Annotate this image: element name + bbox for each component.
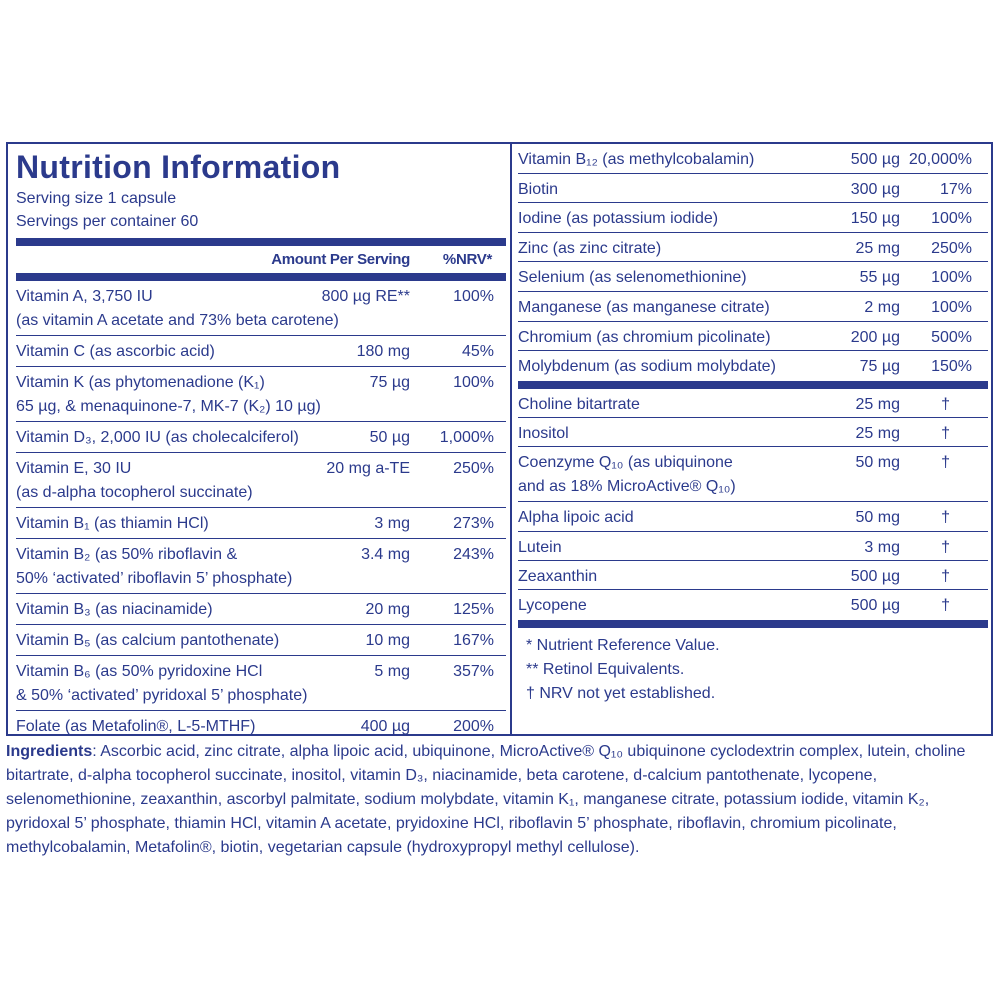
header-top-bar <box>16 238 506 246</box>
nutrient-detail: (as vitamin A acetate and 73% beta carotene) <box>16 312 339 329</box>
nutrient-amount: 3 mg <box>374 515 410 532</box>
right-rows-2 <box>518 389 988 620</box>
nutrient-nrv: 500% <box>931 328 972 346</box>
nutrient-amount: 10 mg <box>365 632 410 649</box>
nutrient-name: Iodine (as potassium iodide) <box>518 210 719 228</box>
nutrient-nrv: 273% <box>453 515 494 532</box>
right-mid-bar <box>518 381 988 389</box>
nutrient-amount: 50 mg <box>855 454 900 472</box>
nutrient-nrv: † <box>941 395 950 413</box>
nutrient-nrv: 200% <box>453 718 494 735</box>
table-row <box>16 594 506 625</box>
nutrient-name: Choline bitartrate <box>518 395 640 413</box>
nutrient-amount: 200 µg <box>850 328 900 346</box>
nutrient-name: Vitamin A, 3,750 IU <box>16 288 153 305</box>
table-row <box>518 502 988 531</box>
nutrient-name: Coenzyme Q₁₀ (as ubiquinone <box>518 454 733 472</box>
nutrient-nrv: 100% <box>931 210 972 228</box>
nutrient-amount: 5 mg <box>374 663 410 680</box>
nutrient-amount: 55 µg <box>859 269 900 287</box>
nutrient-name: Lycopene <box>518 597 587 615</box>
nutrient-name: Vitamin C (as ascorbic acid) <box>16 343 215 360</box>
table-row <box>518 203 988 233</box>
nutrient-name: Vitamin B₁ (as thiamin HCl) <box>16 515 209 532</box>
nutrient-nrv: 100% <box>931 269 972 287</box>
table-row <box>16 422 506 453</box>
nutrient-name: Vitamin K (as phytomenadione (K₁) <box>16 374 265 391</box>
nutrient-amount: 20 mg <box>365 601 410 618</box>
nutrient-name: Lutein <box>518 538 562 556</box>
nutrient-name: Vitamin E, 30 IU <box>16 460 132 477</box>
nutrient-nrv: † <box>941 509 950 527</box>
nutrient-name: Vitamin B₁₂ (as methylcobalamin) <box>518 151 755 168</box>
nutrient-name: Alpha lipoic acid <box>518 509 634 527</box>
servings-per-container: Servings per container 60 <box>16 213 199 230</box>
nutrient-nrv: 100% <box>453 288 494 305</box>
nutrient-amount: 2 mg <box>864 298 900 316</box>
nutrient-name: Inositol <box>518 425 569 443</box>
nutrient-nrv: † <box>941 454 950 472</box>
nutrient-amount: 800 µg RE** <box>321 288 410 305</box>
nutrient-amount: 3.4 mg <box>361 546 410 563</box>
nutrient-name: Folate (as Metafolin®, L-5-MTHF) <box>16 718 256 735</box>
nutrient-name: Vitamin B₃ (as niacinamide) <box>16 601 213 618</box>
header-bottom-bar <box>16 273 506 281</box>
nutrient-detail: & 50% ‘activated’ pyridoxal 5’ phosphate) <box>16 687 308 704</box>
right-column <box>518 144 988 706</box>
nutrient-nrv: 150% <box>931 358 972 376</box>
ingredients-label: Ingredients <box>6 743 93 760</box>
nutrient-detail: (as d-alpha tocopherol succinate) <box>16 484 253 501</box>
nutrient-nrv: † <box>941 597 950 615</box>
nutrient-amount: 75 µg <box>369 374 410 391</box>
nutrient-name: Zeaxanthin <box>518 567 598 585</box>
nutrient-name: Selenium (as selenomethionine) <box>518 269 747 287</box>
table-row <box>518 447 988 502</box>
nutrient-amount: 25 mg <box>855 425 900 443</box>
nutrient-nrv: 20,000% <box>908 151 972 168</box>
table-row <box>518 262 988 292</box>
table-row <box>16 711 506 742</box>
column-divider <box>510 144 512 734</box>
nutrient-nrv: 250% <box>453 460 494 477</box>
ingredients <box>6 740 996 860</box>
table-row <box>518 418 988 447</box>
table-row <box>518 389 988 418</box>
nutrient-detail: and as 18% MicroActive® Q₁₀) <box>518 478 736 496</box>
nutrient-nrv: 1,000% <box>439 429 494 446</box>
table-row <box>518 351 988 381</box>
left-rows <box>16 281 506 742</box>
table-row <box>16 453 506 508</box>
nutrient-amount: 180 mg <box>356 343 410 360</box>
nutrient-amount: 300 µg <box>850 180 900 198</box>
table-row <box>518 590 988 619</box>
table-row <box>518 144 988 174</box>
table-row <box>16 367 506 422</box>
table-row <box>518 322 988 352</box>
nutrient-name: Molybdenum (as sodium molybdate) <box>518 358 776 376</box>
nutrient-name: Vitamin B₆ (as 50% pyridoxine HCl <box>16 663 263 680</box>
table-row <box>518 233 988 263</box>
header-nrv: %NRV* <box>442 251 492 268</box>
serving-size: Serving size 1 capsule <box>16 190 177 207</box>
nutrient-nrv: 250% <box>931 239 972 257</box>
nutrient-amount: 500 µg <box>850 597 900 615</box>
header-amount: Amount Per Serving <box>271 251 410 268</box>
nutrient-name: Biotin <box>518 180 559 198</box>
nutrient-name: Chromium (as chromium picolinate) <box>518 328 771 346</box>
right-bottom-bar <box>518 620 988 628</box>
nutrient-detail: 50% ‘activated’ riboflavin 5’ phosphate) <box>16 570 293 587</box>
nutrient-name: Zinc (as zinc citrate) <box>518 239 662 257</box>
nutrient-amount: 20 mg a-TE <box>326 460 410 477</box>
nutrient-detail: 65 µg, & menaquinone-7, MK-7 (K₂) 10 µg) <box>16 398 321 415</box>
table-header <box>16 246 506 273</box>
left-column <box>16 144 506 742</box>
table-row <box>518 174 988 204</box>
nutrient-amount: 500 µg <box>850 151 900 168</box>
table-row <box>16 508 506 539</box>
ingredients-text: : Ascorbic acid, zinc citrate, alpha lipoic acid, ubiquinone, MicroActive® Q₁₀ ubiquinone cyclodextrin complex, lutein, choline bitartrate, d-alpha tocopherol succinate, inositol, vitamin D₃, niacinamide, beta carotene, d-calcium pantothenate, lycopene, selenomethionine, zeaxanthin, ascorbyl palmitate, sodium molybdate, vitamin K₁, manganese citrate, potassium iodide, vitamin K₂, pyridoxal 5’ phosphate, thiamin HCl, vitamin A acetate, pryidoxine HCl, riboflavin 5’ phosphate, riboflavin, chromium picolinate, methylcobalamin, Metafolin®, biotin, vegetarian capsule (hydroxypropyl methyl cellulose). <box>6 743 966 856</box>
nutrient-amount: 150 µg <box>850 210 900 228</box>
nutrient-nrv: 100% <box>453 374 494 391</box>
table-row <box>16 336 506 367</box>
nutrient-amount: 3 mg <box>864 538 900 556</box>
nutrient-nrv: † <box>941 567 950 585</box>
nutrient-amount: 50 µg <box>369 429 410 446</box>
nutrient-nrv: † <box>941 425 950 443</box>
nutrient-amount: 25 mg <box>855 239 900 257</box>
nutrient-amount: 75 µg <box>859 358 900 376</box>
table-row <box>518 532 988 561</box>
table-row <box>16 539 506 594</box>
nutrient-nrv: 167% <box>453 632 494 649</box>
footnotes <box>518 634 988 706</box>
nutrition-panel <box>6 142 993 736</box>
footnote: * Nutrient Reference Value. <box>526 636 720 654</box>
nutrient-nrv: 243% <box>453 546 494 563</box>
nutrient-amount: 500 µg <box>850 567 900 585</box>
nutrient-nrv: 357% <box>453 663 494 680</box>
nutrient-name: Vitamin B₅ (as calcium pantothenate) <box>16 632 280 649</box>
nutrient-name: Vitamin D₃, 2,000 IU (as cholecalciferol) <box>16 429 299 446</box>
nutrient-nrv: 45% <box>461 343 494 360</box>
table-row <box>16 281 506 336</box>
table-row <box>518 561 988 590</box>
nutrient-amount: 50 mg <box>855 509 900 527</box>
right-rows <box>518 144 988 381</box>
table-row <box>16 625 506 656</box>
nutrient-nrv: 17% <box>939 180 972 198</box>
nutrient-amount: 400 µg <box>360 718 410 735</box>
page-title: Nutrition Information <box>16 149 341 185</box>
nutrient-name: Vitamin B₂ (as 50% riboflavin & <box>16 546 238 563</box>
nutrient-amount: 25 mg <box>855 395 900 413</box>
nutrient-name: Manganese (as manganese citrate) <box>518 298 770 316</box>
table-row <box>16 656 506 711</box>
table-row <box>518 292 988 322</box>
footnote: † NRV not yet established. <box>526 684 716 702</box>
nutrient-nrv: † <box>941 538 950 556</box>
footnote: ** Retinol Equivalents. <box>526 660 685 678</box>
nutrient-nrv: 100% <box>931 298 972 316</box>
nutrient-nrv: 125% <box>453 601 494 618</box>
